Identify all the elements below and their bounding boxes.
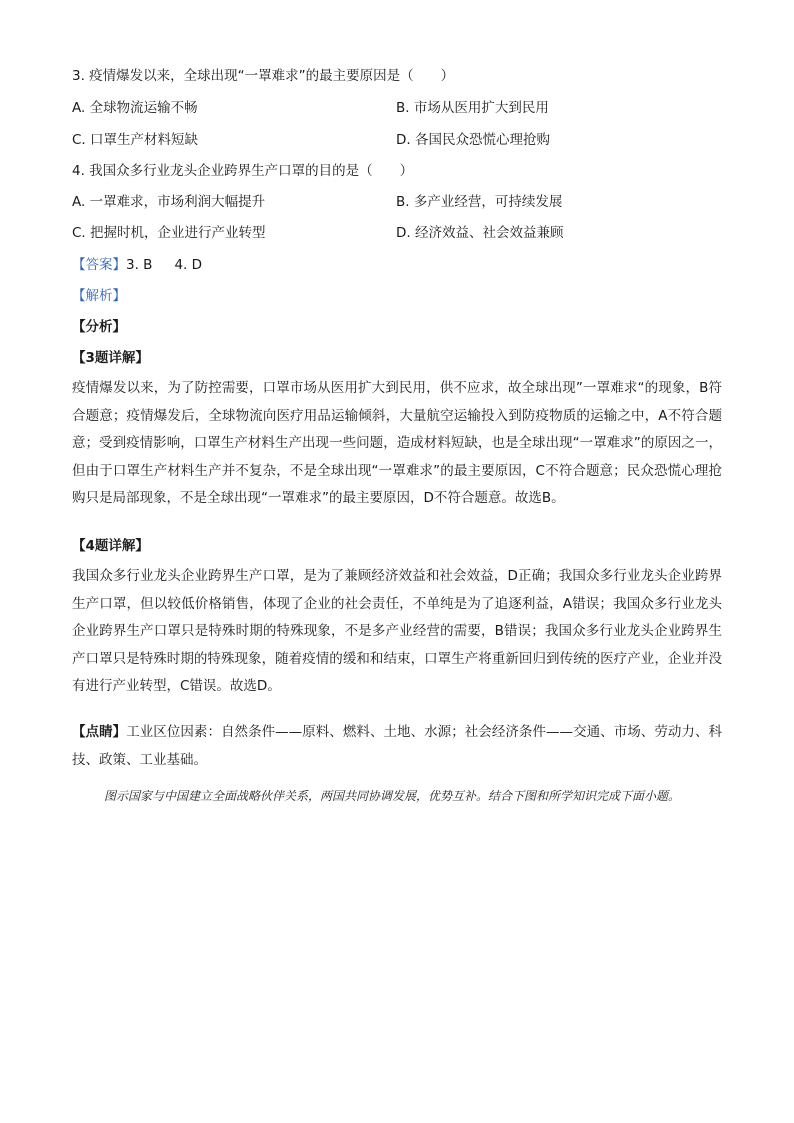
q4-option-d: D. 经济效益、社会效益兼顾 [396,225,564,241]
q3-stem: 3. 疫情爆发以来，全球出现“一罩难求”的最主要原因是（ ） [72,68,455,84]
answer-q4: 4. D [174,257,203,273]
q3-option-d: D. 各国民众恐慌心理抢购 [396,132,550,148]
dianjing-label: 【点睛】 [72,724,127,740]
next-intro: 图示国家与中国建立全面战略伙伴关系，两国共同协调发展，优势互补。结合下图和所学知识完成下面小题。 [104,789,681,803]
dianjing-block [72,719,722,774]
answer-line [72,256,202,274]
q4-stem: 4. 我国众多行业龙头企业跨界生产口罩的目的是（ ） [72,163,414,179]
analysis-label: 【解析】 [72,288,126,304]
q4-detail-label: 【4题详解】 [72,538,149,554]
q4-detail-text: 我国众多行业龙头企业跨界生产口罩，是为了兼顾经济效益和社会效益，D正确；我国众多行业龙头企业跨界生产口罩，但以较低价格销售，体现了企业的社会责任，不单纯是为了追逐利益，A错误；我国众多行业龙头企业跨界生产口罩只是特殊时期的特殊现象，不是多产业经营的需要，B错误；我国众多行业龙头企业跨界生产口罩只是特殊时期的特殊现象，随着疫情的缓和和结束，口罩生产将重新回归到传统的医疗产业，企业并没有进行产业转型，C错误。故选D。 [72,568,722,695]
q3-option-b: B. 市场从医用扩大到民用 [396,100,549,116]
q4-option-b: B. 多产业经营，可持续发展 [396,194,563,210]
q3-option-c: C. 口罩生产材料短缺 [72,132,199,148]
q3-detail-label: 【3题详解】 [72,350,149,366]
q4-option-c: C. 把握时机，企业进行产业转型 [72,225,266,241]
answer-q3: 3. B [126,257,153,273]
q4-option-a: A. 一罩难求，市场利润大幅提升 [72,194,266,210]
fenxi-label: 【分析】 [72,319,126,335]
answer-label: 【答案】 [72,257,126,273]
q3-option-a: A. 全球物流运输不畅 [72,100,198,116]
q3-detail-text: 疫情爆发以来，为了防控需要，口罩市场从医用扩大到民用，供不应求，故全球出现”一罩难求“的现象，B符合题意；疫情爆发后，全球物流向医疗用品运输倾斜，大量航空运输投入到防疫物质的运输之中，A不符合题意；受到疫情影响，口罩生产材料生产出现一些问题，造成材料短缺，也是全球出现“一罩难求”的原因之一，但由于口罩生产材料生产并不复杂，不是全球出现“一罩难求”的最主要原因，C不符合题意；民众恐慌心理抢购只是局部现象，不是全球出现“一罩难求”的最主要原因，D不符合题意。故选B。 [72,380,722,507]
dianjing-text: 工业区位因素：自然条件——原料、燃料、土地、水源；社会经济条件——交通、市场、劳动力、科技、政策、工业基础。 [72,724,723,768]
